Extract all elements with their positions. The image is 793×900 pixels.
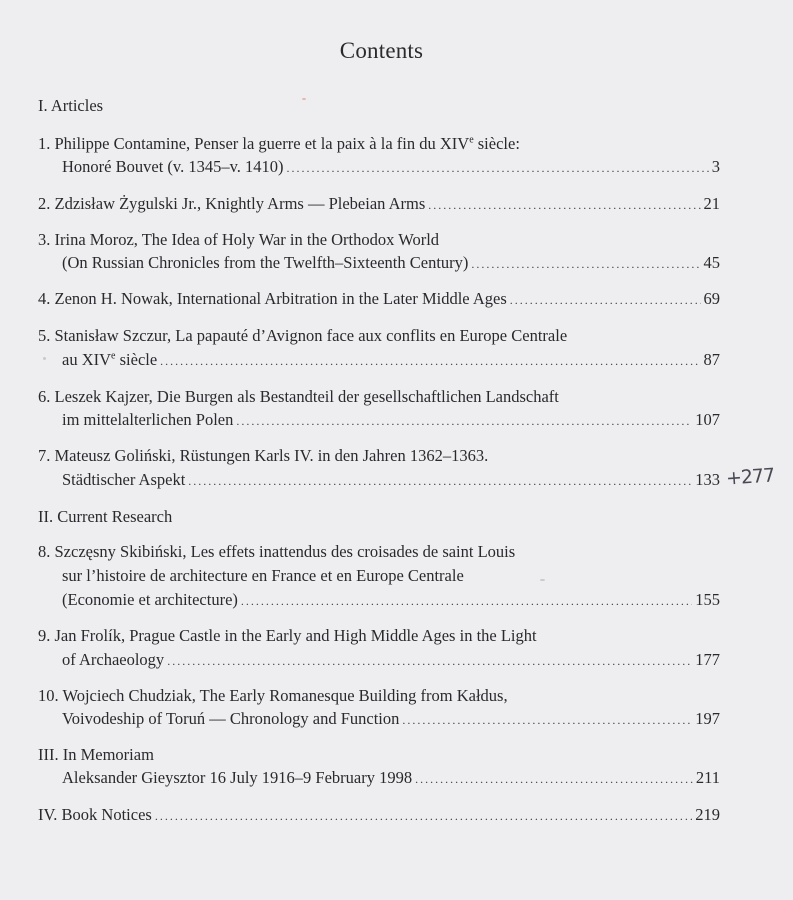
entry-11-title: Aleksander Gieysztor 16 July 1916–9 February 1998 <box>62 768 413 787</box>
entry-8-line-1: 8. Szczęsny Skibiński, Les effets inattendus des croisades de saint Louis <box>38 542 516 561</box>
entry-5-title-cont <box>62 350 157 370</box>
dot-leader <box>415 769 693 789</box>
entry-7-line-1: 7. Mateusz Goliński, Rüstungen Karls IV. in den Jahren 1362–1363. <box>38 446 489 465</box>
entry-2-title: 2. Zdzisław Żygulski Jr., Knightly Arms — Plebeian Arms <box>38 194 426 213</box>
dot-leader <box>160 351 700 371</box>
entry-4-page: 69 <box>703 289 720 308</box>
dot-leader <box>287 158 709 178</box>
entry-11-line-1 <box>62 768 720 788</box>
entry-6-line-1: 6. Leszek Kajzer, Die Burgen als Bestandteil der gesellschaftlichen Landschaft <box>38 387 559 406</box>
book-notices-title: IV. Book Notices <box>38 805 152 824</box>
entry-1-text-b: siècle: <box>473 134 520 153</box>
handwritten-annotation: +277 <box>725 464 775 490</box>
entry-10-line-1: 10. Wojciech Chudziak, The Early Romanesque Building from Kałdus, <box>38 686 508 705</box>
book-notices-page: 219 <box>695 805 720 824</box>
entry-6-title-cont: im mittelalterlichen Polen <box>62 410 234 429</box>
dot-leader <box>402 710 692 730</box>
paper-speck <box>540 579 545 581</box>
entry-9-line-2 <box>62 650 720 670</box>
entry-7-page: 133 <box>695 470 720 489</box>
dot-leader <box>471 254 700 274</box>
dot-leader <box>236 411 692 431</box>
entry-10-page: 197 <box>695 709 720 728</box>
entry-6-line-2 <box>62 410 720 430</box>
entry-5-page: 87 <box>703 350 720 369</box>
entry-10-line-2 <box>62 709 720 729</box>
entry-2-page: 21 <box>703 194 720 213</box>
section-heading-in-memoriam: III. In Memoriam <box>38 745 154 764</box>
entry-9-page: 177 <box>695 650 720 669</box>
entry-9-line-1: 9. Jan Frolík, Prague Castle in the Early and High Middle Ages in the Light <box>38 626 537 645</box>
dot-leader <box>155 806 692 826</box>
dot-leader <box>241 591 692 611</box>
section-heading-book-notices <box>38 805 720 825</box>
entry-5-line-1: 5. Stanisław Szczur, La papauté d’Avignon face aux conflits en Europe Centrale <box>38 326 568 345</box>
dot-leader <box>510 290 701 310</box>
entry-8-line-2: sur l’histoire de architecture en France et en Europe Centrale <box>62 566 464 585</box>
section-heading-current-research: II. Current Research <box>38 507 173 526</box>
entry-1-text-a: 1. Philippe Contamine, Penser la guerre et la paix à la fin du XIV <box>38 134 470 153</box>
paper-speck <box>43 357 46 360</box>
entry-8-title-cont: (Economie et architecture) <box>62 590 238 609</box>
entry-5-text-b: siècle <box>115 350 158 369</box>
dot-leader <box>428 195 700 215</box>
entry-1-page: 3 <box>711 157 720 176</box>
entry-4-line-1 <box>38 289 720 309</box>
entry-4-title: 4. Zenon H. Nowak, International Arbitration in the Later Middle Ages <box>38 289 507 308</box>
entry-11-page: 211 <box>695 768 720 787</box>
paper-speck <box>302 98 306 100</box>
entry-3-line-1: 3. Irina Moroz, The Idea of Holy War in the Orthodox World <box>38 230 440 249</box>
entry-5-text-a: au XIV <box>62 350 112 369</box>
page-title: Contents <box>339 38 424 63</box>
entry-1-line-1 <box>38 134 738 154</box>
entry-9-title-cont: of Archaeology <box>62 650 165 669</box>
dot-leader <box>167 651 692 671</box>
entry-10-title-cont: Voivodeship of Toruń — Chronology and Function <box>62 709 400 728</box>
entry-1-line-2 <box>62 157 720 177</box>
entry-5-superscript: e <box>111 350 116 362</box>
entry-1-title-cont: Honoré Bouvet (v. 1345–v. 1410) <box>62 157 284 176</box>
entry-6-page: 107 <box>695 410 720 429</box>
entry-3-line-2 <box>62 253 720 273</box>
entry-5-line-2 <box>62 350 720 370</box>
dot-leader <box>188 471 692 491</box>
entry-3-page: 45 <box>703 253 720 272</box>
entry-7-line-2 <box>62 470 720 490</box>
entry-7-title-cont: Städtischer Aspekt <box>62 470 186 489</box>
entry-3-title-cont: (On Russian Chronicles from the Twelfth–Sixteenth Century) <box>62 253 469 272</box>
entry-1-superscript: e <box>469 134 474 146</box>
entry-8-line-3 <box>62 590 720 610</box>
entry-8-page: 155 <box>695 590 720 609</box>
entry-2-line-1 <box>38 194 720 214</box>
section-heading-articles: I. Articles <box>38 96 104 115</box>
